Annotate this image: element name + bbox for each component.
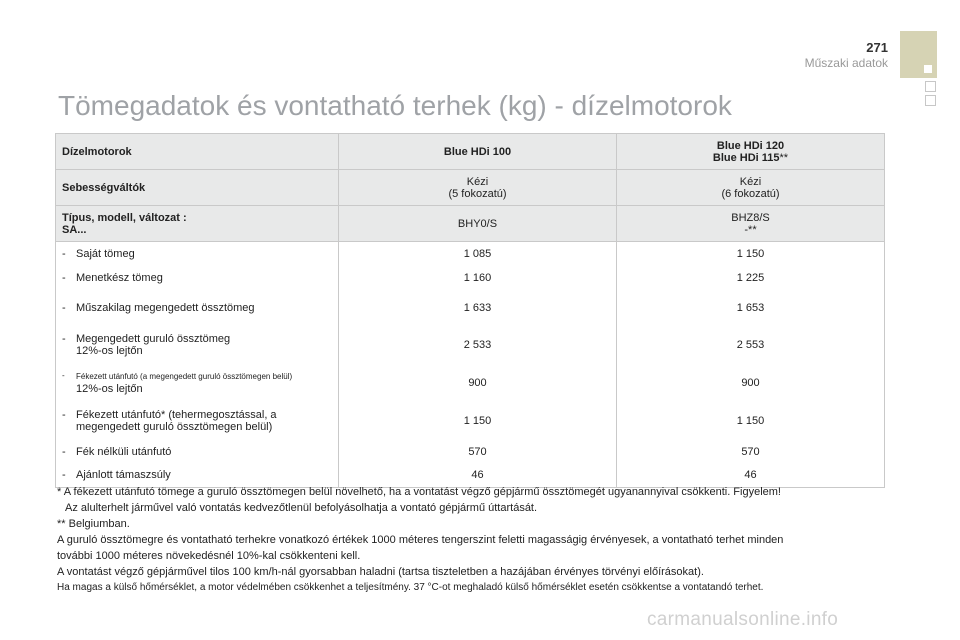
row-value-2: 900 (617, 364, 885, 402)
row-label: Fékezett utánfutó* (tehermegosztással, a (76, 408, 277, 421)
row-label: Ajánlott támaszsúly (76, 469, 171, 482)
gearbox-2-line1: Kézi (739, 175, 762, 188)
type-value-2 (617, 206, 885, 242)
footnote-2: ** Belgiumban. (57, 518, 130, 530)
footnote-1: * A fékezett utánfutó tömege a guruló össztömegen belül növelhető, ha a vontatást végző gépjármű össztömegét ugyanannyival csökkenti. Figyelem! (57, 486, 781, 498)
row-label: Műszakilag megengedett össztömeg (76, 301, 255, 314)
chapter-box-2[interactable] (925, 95, 936, 106)
table-row (56, 402, 885, 440)
gearbox-row (56, 170, 885, 206)
gearbox-2-line2: (6 fokozatú) (721, 187, 780, 200)
row-value-2: 1 150 (617, 242, 885, 266)
row-value-2: 46 (617, 464, 885, 488)
note-altitude: A guruló össztömegre és vontatható terhekre vonatkozó értékek 1000 méteres tengerszint feletti magasságig érvényesek, a vontatható terhet minden (57, 534, 784, 546)
row-value-2: 1 150 (617, 402, 885, 440)
table-row (56, 440, 885, 464)
footnotes (57, 484, 887, 596)
chapter-box-1[interactable] (925, 81, 936, 92)
row-value-1: 900 (339, 364, 617, 402)
row-label: Fék nélküli utánfutó (76, 445, 172, 458)
weights-table (55, 133, 885, 488)
row-label-line2: 12%-os lejtőn (76, 383, 143, 395)
row-value-1: 1 150 (339, 402, 617, 440)
watermark: carmanualsonline.info (647, 609, 839, 630)
table-row (56, 290, 885, 326)
row-value-1: 1 160 (339, 266, 617, 290)
row-value-1: 570 (339, 440, 617, 464)
gearbox-1-line1: Kézi (466, 175, 489, 188)
table-row (56, 326, 885, 364)
row-label: Megengedett guruló össztömeg (76, 332, 231, 345)
type-value-1: BHY0/S (339, 206, 617, 242)
page-title: Tömegadatok és vontatható terhek (kg) - dízelmotorok (58, 90, 732, 121)
note-temperature: Ha magas a külső hőmérséklet, a motor védelmében csökkenhet a teljesítmény. 37 °C-ot meghaladó külső hőmérséklet esetén csökkentse a vontatandó terhet. (57, 582, 764, 593)
type-2-line1: BHZ8/S (731, 211, 770, 224)
row-dash: - (62, 247, 66, 260)
row-label: Fékezett utánfutó (a megengedett guruló össztömegen belül) (76, 372, 293, 381)
row-dash: - (62, 332, 66, 345)
table-row (56, 266, 885, 290)
row-value-2: 570 (617, 440, 885, 464)
row-label-line2: 12%-os lejtőn (76, 344, 143, 357)
table-header-row (56, 134, 885, 170)
footnote-1-cont: Az alulterhelt járművel való vontatás kedvezőtlenül befolyásolhatja a vontató gépjármű úttartását. (65, 502, 538, 514)
header-bluehdi100: Blue HDi 100 (339, 134, 617, 170)
row-dash: - (62, 408, 66, 421)
header-bluehdi120-line1: Blue HDi 120 (716, 139, 785, 152)
header-footnote-marker: ** (779, 151, 789, 164)
type-label (56, 206, 339, 242)
table-row (56, 242, 885, 266)
row-label: Menetkész tömeg (76, 271, 163, 284)
type-label-line2: SA... (62, 223, 87, 236)
row-value-2: 2 553 (617, 326, 885, 364)
row-value-2: 1 225 (617, 266, 885, 290)
note-altitude-cont: további 1000 méteres növekedésnél 10%-kal csökkenteni kell. (57, 550, 361, 562)
gearbox-value-2 (617, 170, 885, 206)
note-speed: A vontatást végző gépjárművel tilos 100 km/h-nál gyorsabban haladni (tartsa tiszteletben a hazájában érvényes törvényi előírásokat). (57, 566, 704, 578)
page-number: 271 (866, 40, 888, 55)
type-label-line1: Típus, modell, változat : (62, 211, 187, 224)
row-dash: - (62, 469, 66, 482)
row-dash: - (62, 301, 66, 314)
section-label: Műszaki adatok (804, 56, 888, 70)
gearbox-1-line2: (5 fokozatú) (448, 187, 507, 200)
type-2-line2: -** (744, 223, 757, 236)
row-label: Saját tömeg (76, 247, 135, 260)
row-value-1: 1 633 (339, 290, 617, 326)
gearbox-label: Sebességváltók (56, 170, 339, 206)
row-dash: - (62, 271, 66, 284)
row-dash: - (62, 371, 65, 380)
row-label-line2: megengedett guruló össztömegen belül) (76, 420, 273, 433)
header-bluehdi115-line2: Blue HDi 115 (712, 151, 780, 164)
section-tab-marker (924, 65, 932, 73)
gearbox-value-1 (339, 170, 617, 206)
table-row (56, 364, 885, 402)
row-value-2: 1 653 (617, 290, 885, 326)
row-dash: - (62, 445, 66, 458)
row-value-1: 46 (339, 464, 617, 488)
header-bluehdi120 (617, 134, 885, 170)
row-value-1: 1 085 (339, 242, 617, 266)
type-row (56, 206, 885, 242)
row-value-1: 2 533 (339, 326, 617, 364)
header-engines: Dízelmotorok (56, 134, 339, 170)
